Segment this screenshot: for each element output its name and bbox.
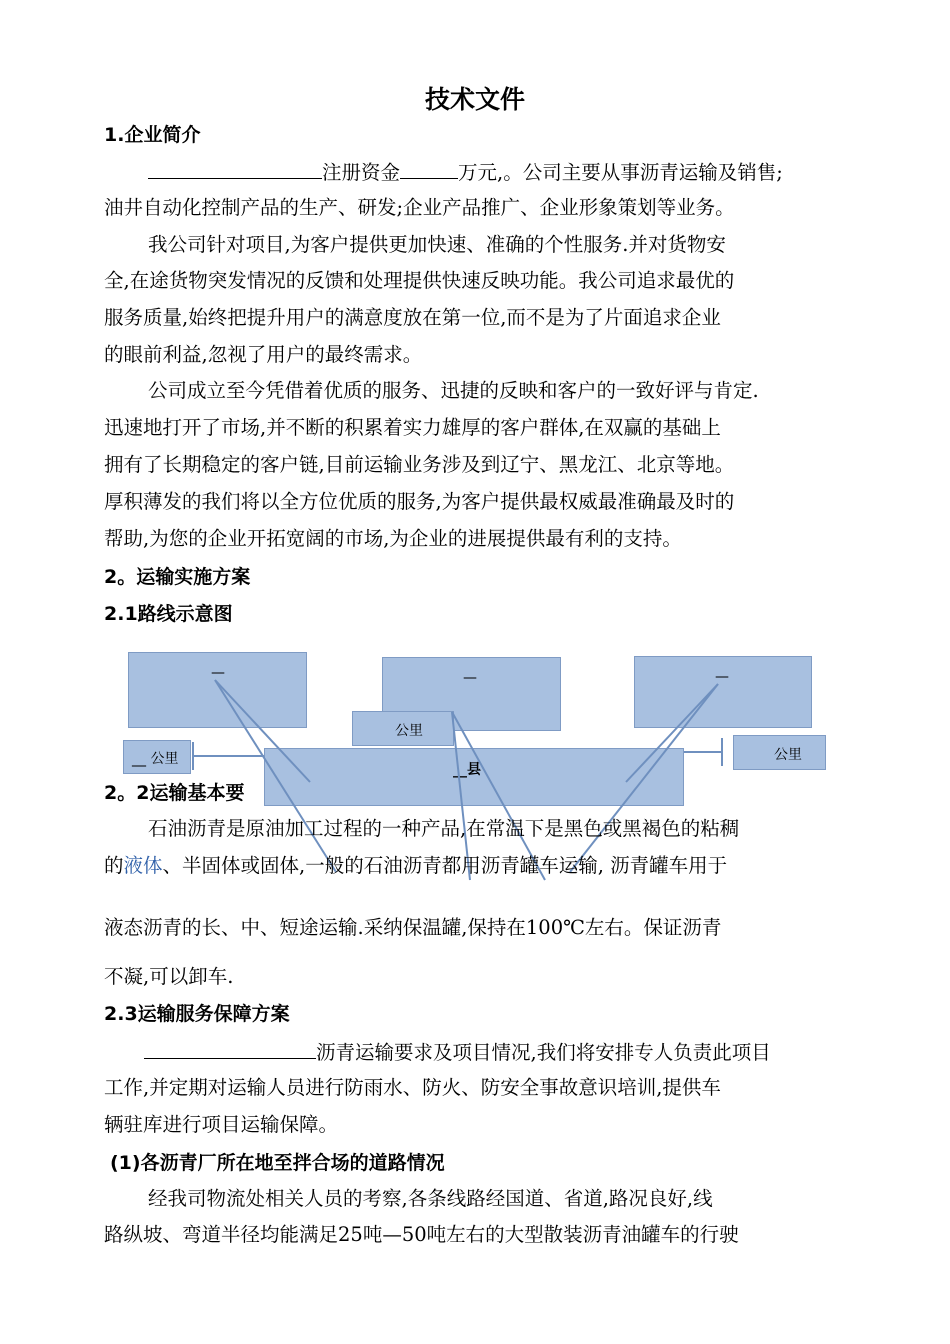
paragraph-text: 沥青运输要求及项目情况,我们将安排专人负责此项目	[316, 1041, 771, 1064]
paragraph-text: 、半固体或固体,一般的石油沥青都用沥青罐车运输, 沥青罐车用于	[162, 854, 728, 877]
section-heading-company: 1.企业简介	[104, 124, 201, 146]
paragraph-line: 液态沥青的长、中、短途运输.采纳保温罐,保持在100℃左右。保证沥青	[104, 916, 722, 939]
paragraph-line: 经我司物流处相关人员的考察,各条线路经国道、省道,路况良好,线	[148, 1187, 713, 1210]
paragraph-line: 迅速地打开了市场,并不断的积累着实力雄厚的客户群体,在双赢的基础上	[104, 416, 721, 439]
route-line-left	[215, 680, 310, 782]
paragraph-line: 我公司针对项目,为客户提供更加快速、准确的个性服务.并对货物安	[148, 233, 726, 256]
subheading-service-guarantee: 2.3运输服务保障方案	[104, 1003, 290, 1025]
paragraph-line: 帮助,为您的企业开拓宽阔的市场,为企业的进展提供最有利的支持。	[104, 527, 682, 550]
paragraph-line: 辆驻库进行项目运输保障。	[104, 1113, 339, 1136]
paragraph-text: 万元,。公司主要从事沥青运输及销售;	[458, 161, 783, 184]
paragraph-text: 的	[104, 854, 124, 877]
county-label: __县	[453, 762, 481, 778]
paragraph-line: 油井自动化控制产品的生产、研发;企业产品推广、企业形象策划等业务。	[104, 196, 735, 219]
paragraph-line: 拥有了长期稳定的客户链,目前运输业务涉及到辽宁、黑龙江、北京等地。	[104, 453, 735, 476]
route-line-right	[626, 684, 718, 782]
blank-project-name	[144, 1036, 316, 1059]
origin-box-label: —	[463, 670, 477, 686]
distance-label: 公里	[774, 747, 802, 763]
subheading-route-map: 2.1路线示意图	[104, 603, 233, 625]
distance-label: 公里	[395, 723, 423, 739]
origin-box-label: —	[211, 665, 225, 681]
paragraph-line: 厚积薄发的我们将以全方位优质的服务,为客户提供最权威最准确最及时的	[104, 490, 735, 513]
paragraph-line: 路纵坡、弯道半径均能满足25吨—50吨左右的大型散装沥青油罐车的行驶	[104, 1223, 739, 1246]
subheading-road-conditions: (1)各沥青厂所在地至拌合场的道路情况	[110, 1152, 445, 1174]
paragraph-line: 不凝,可以卸车.	[104, 965, 234, 988]
liquid-link[interactable]: 液体	[123, 854, 163, 877]
paragraph-line: 公司成立至今凭借着优质的服务、迅捷的反映和客户的一致好评与肯定.	[148, 379, 759, 402]
origin-box-label: —	[715, 669, 729, 685]
paragraph-line: 石油沥青是原油加工过程的一种产品,在常温下是黑色或黑褐色的粘稠	[148, 817, 740, 840]
capital-label: 注册资金	[322, 161, 401, 184]
paragraph-line: 服务质量,始终把提升用户的满意度放在第一位,而不是为了片面追求企业	[104, 306, 721, 329]
document-title: 技术文件	[424, 85, 525, 114]
paragraph-line	[104, 851, 850, 881]
subheading-transport-requirements: 2。2运输基本要	[104, 782, 245, 804]
paragraph-line: 全,在途货物突发情况的反馈和处理提供快速反映功能。我公司追求最优的	[104, 269, 735, 292]
paragraph-line: 的眼前利益,忽视了用户的最终需求。	[104, 343, 423, 366]
paragraph-line	[144, 1036, 846, 1068]
paragraph-line: 工作,并定期对运输人员进行防雨水、防火、防安全事故意识培训,提供车	[104, 1076, 721, 1099]
section-heading-transport: 2。运输实施方案	[104, 566, 251, 588]
distance-label: __ 公里	[132, 751, 179, 767]
